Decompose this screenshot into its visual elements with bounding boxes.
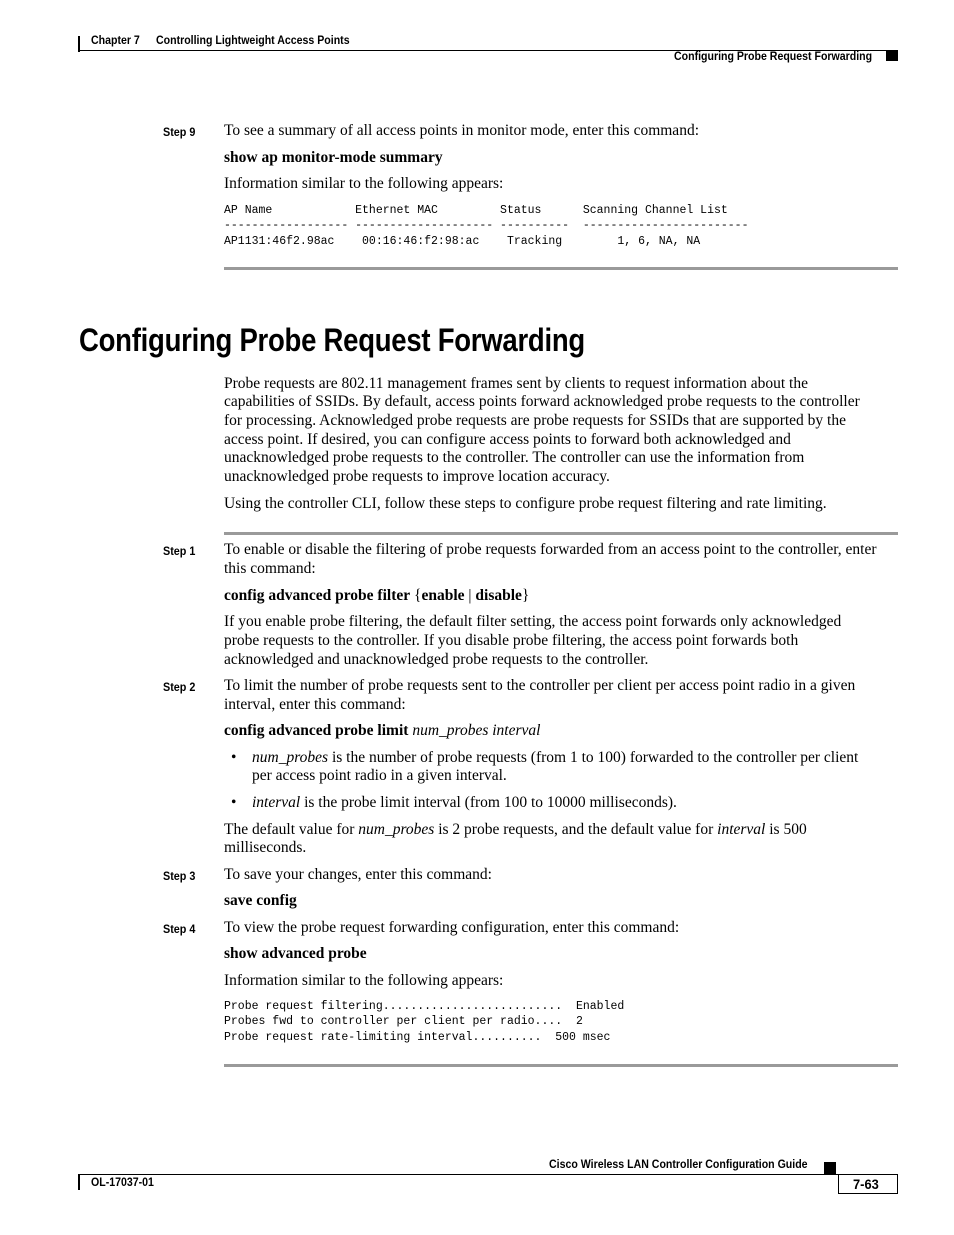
step-4-output-line: Probes fwd to controller per client per radio.... 2 (224, 1015, 583, 1028)
bullet-text: is the number of probe requests (from 1 to 100) forwarded to the controller per client (328, 749, 859, 766)
step-4-end-rule (224, 1064, 898, 1067)
footer-rule (78, 1174, 898, 1175)
footer-doc-id: OL-17037-01 (91, 1177, 154, 1189)
page-number: 7-63 (853, 1176, 879, 1192)
bullet-num-probes (252, 749, 858, 768)
step-1-line: this command: (224, 560, 316, 577)
default-term: num_probes (358, 821, 435, 838)
step-3-command: save config (224, 892, 297, 909)
intro-line: for processing. Acknowledged probe requests are probe requests for SSIDs that are supported by the (224, 412, 846, 429)
step-3-text: To save your changes, enter this command: (224, 866, 492, 883)
intro-line: capabilities of SSIDs. By default, access points forward acknowledged probe requests to the controller (224, 393, 860, 410)
term-interval: interval (252, 794, 301, 811)
step-9-output-line: AP1131:46f2.98ac 00:16:46:f2:98:ac Tracking 1, 6, NA, NA (224, 235, 701, 248)
intro-line: Probe requests are 802.11 management frames sent by clients to request information about the (224, 375, 808, 392)
bullet-icon: • (231, 749, 237, 766)
option-enable: enable (421, 587, 465, 604)
intro-line: unacknowledged probe requests to the controller. The controller can use the information from (224, 449, 805, 466)
bullet-icon: • (231, 794, 237, 811)
step-3-label: Step 3 (163, 869, 196, 883)
footer-guide-title: Cisco Wireless LAN Controller Configuration Guide (549, 1159, 808, 1171)
brace-close: } (521, 587, 530, 604)
step-4-info: Information similar to the following appears: (224, 972, 504, 989)
intro-line: access point. If desired, you can configure access points to forward both acknowledged and (224, 431, 791, 448)
step-4-text: To view the probe request forwarding configuration, enter this command: (224, 919, 680, 936)
step-1-label: Step 1 (163, 544, 196, 558)
step-2-command (224, 722, 540, 741)
step-9-end-rule (224, 267, 898, 270)
default-text: is 2 probe requests, and the default value for (434, 821, 718, 838)
footer-page-box (838, 1174, 898, 1194)
step-1-desc-line: probe requests to the controller. If you disable probe filtering, the access point forwards both (224, 632, 799, 649)
brace-open: { (410, 587, 422, 604)
step-9-output-line: AP Name Ethernet MAC Status Scanning Channel List (224, 204, 728, 217)
step-2-label: Step 2 (163, 680, 196, 694)
bullet-text: is the probe limit interval (from 100 to 10000 milliseconds). (300, 794, 677, 811)
step-9-command: show ap monitor-mode summary (224, 149, 443, 166)
step-9-info: Information similar to the following appears: (224, 175, 504, 192)
bullet-interval (252, 794, 677, 813)
step-4-command: show advanced probe (224, 945, 367, 962)
command-args: num_probes interval (408, 722, 541, 739)
header-chapter-title: Controlling Lightweight Access Points (156, 35, 350, 47)
option-separator: | (464, 587, 476, 604)
step-2-line: To limit the number of probe requests sent to the controller per client per access point radio in a given (224, 677, 856, 694)
step-9-label: Step 9 (163, 125, 196, 139)
command-keyword: config advanced probe limit (224, 722, 409, 739)
step-2-default-line2: milliseconds. (224, 839, 307, 856)
step-4-output-line: Probe request rate-limiting interval.......... 500 msec (224, 1031, 611, 1044)
default-text: is 500 (765, 821, 807, 838)
step-9-output-line: ------------------ -------------------- ---------- ------------------------ (224, 219, 749, 232)
default-term: interval (717, 821, 766, 838)
step-4-label: Step 4 (163, 922, 196, 936)
header-block (886, 50, 898, 61)
step-1-line: To enable or disable the filtering of probe requests forwarded from an access point to the controller, enter (224, 541, 877, 558)
step-1-desc-line: If you enable probe filtering, the default filter setting, the access point forwards only acknowledged (224, 613, 842, 630)
header-section: Configuring Probe Request Forwarding (674, 51, 873, 63)
step-2-default (224, 821, 807, 840)
step-9-text: To see a summary of all access points in monitor mode, enter this command: (224, 122, 699, 139)
default-text: The default value for (224, 821, 359, 838)
section-title: Configuring Probe Request Forwarding (79, 322, 585, 358)
option-disable: disable (475, 587, 522, 604)
step-1-desc-line: acknowledged and unacknowledged probe requests to the controller. (224, 651, 649, 668)
term-num-probes: num_probes (252, 749, 329, 766)
steps-start-rule (224, 532, 898, 535)
step-1-command (224, 587, 529, 606)
step-4-output-line: Probe request filtering.......................... Enabled (224, 1000, 625, 1013)
command-keyword: config advanced probe filter (224, 587, 411, 604)
cli-intro: Using the controller CLI, follow these steps to configure probe request filtering and rate limiting. (224, 495, 827, 512)
footer-left-bar (78, 1174, 80, 1190)
step-2-line: interval, enter this command: (224, 696, 406, 713)
footer-block (824, 1162, 836, 1174)
intro-line: unacknowledged probe requests to improve location accuracy. (224, 468, 610, 485)
bullet-num-probes-line2: per access point radio in a given interval. (252, 767, 507, 784)
header-chapter: Chapter 7 (91, 35, 140, 47)
